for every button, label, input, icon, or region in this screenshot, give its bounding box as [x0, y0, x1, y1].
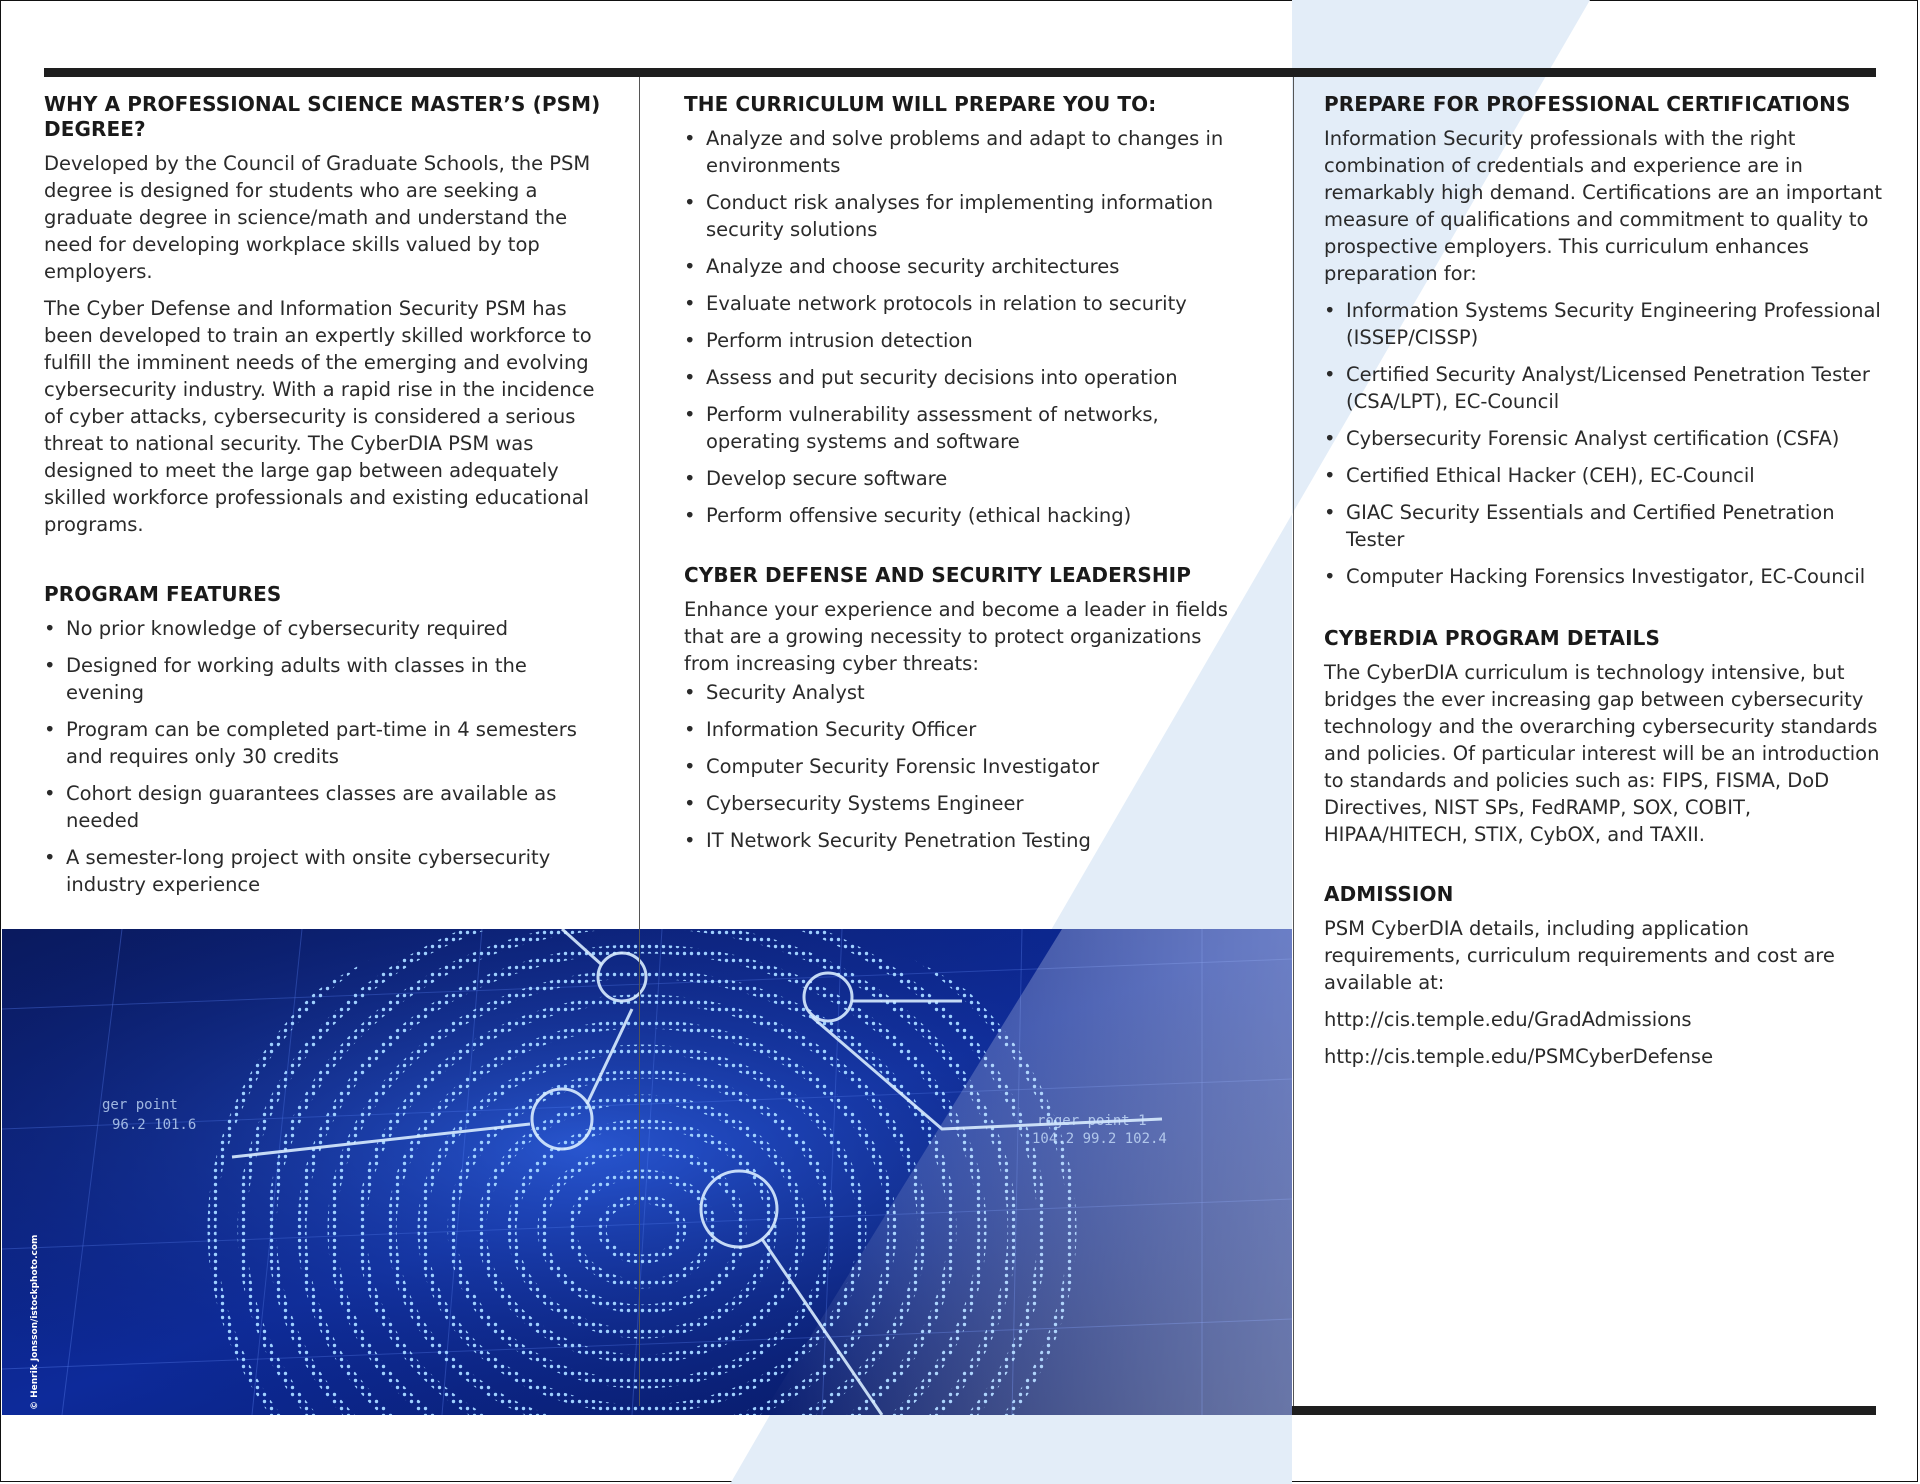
- hud-text-1: roger point 1: [1037, 1113, 1147, 1129]
- hud-text-2: 104.2 99.2 102.4: [1032, 1131, 1167, 1147]
- curriculum-list: [684, 125, 1244, 529]
- certifications-list: [1324, 297, 1884, 590]
- fingerprint-image: [2, 929, 1292, 1415]
- list-item: • Certified Security Analyst/Licensed Penetration Tester (CSA/LPT), EC-Council: [1324, 361, 1884, 415]
- list-item: • Program can be completed part-time in 4 semesters and requires only 30 credits: [44, 716, 604, 770]
- certifications-intro: Information Security professionals with the right combination of credentials and experience are in remarkably high demand. Certifications are an important measure of qualifications and commitment to quality to prospective employers. This curriculum enhances preparation for:: [1324, 127, 1883, 285]
- hud-text-4: 96.2 101.6: [112, 1117, 197, 1133]
- admission-paragraph: PSM CyberDIA details, including application requirements, curriculum requirements and cost are available at:: [1324, 917, 1835, 994]
- list-item: • Analyze and solve problems and adapt to changes in environments: [684, 125, 1244, 179]
- list-item: • Cohort design guarantees classes are available as needed: [44, 780, 604, 834]
- list-item: • IT Network Security Penetration Testing: [684, 827, 1244, 854]
- program-details-paragraph: The CyberDIA curriculum is technology intensive, but bridges the ever increasing gap between cybersecurity technology and the overarching cybersecurity standards and policies. Of particular interest will be an introduction to standards and policies such as: FIPS, FISMA, DoD Directives, NIST SPs, FedRAMP, SOX, COBIT, HIPAA/HITECH, STIX, CybOX, and TAXII.: [1324, 661, 1880, 846]
- psm-cyber-defense-link[interactable]: http://cis.temple.edu/PSMCyberDefense: [1324, 1045, 1714, 1068]
- column-psm: [44, 92, 604, 908]
- column-curriculum: [684, 92, 1244, 864]
- list-item: • GIAC Security Essentials and Certified Penetration Tester: [1324, 499, 1884, 553]
- column-divider-1: [639, 77, 640, 1406]
- list-item: • Computer Hacking Forensics Investigator, EC-Council: [1324, 563, 1884, 590]
- list-item: • Assess and put security decisions into operation: [684, 364, 1244, 391]
- program-features-heading: PROGRAM FEATURES: [44, 582, 282, 606]
- program-details-heading: CYBERDIA PROGRAM DETAILS: [1324, 626, 1660, 650]
- photo-credit: © Henrik Jonsson/istockphoto.com: [30, 1234, 40, 1410]
- list-item: • Analyze and choose security architectures: [684, 253, 1244, 280]
- roles-list: [684, 679, 1244, 854]
- list-item: • Designed for working adults with classes in the evening: [44, 652, 604, 706]
- list-item: • Perform intrusion detection: [684, 327, 1244, 354]
- curriculum-heading: THE CURRICULUM WILL PREPARE YOU TO:: [684, 92, 1157, 116]
- top-rule: [44, 68, 1876, 77]
- list-item: • Conduct risk analyses for implementing information security solutions: [684, 189, 1244, 243]
- list-item: • Develop secure software: [684, 465, 1244, 492]
- list-item: • Cybersecurity Systems Engineer: [684, 790, 1244, 817]
- why-psm-paragraph-1: Developed by the Council of Graduate Schools, the PSM degree is designed for students who are seeking a graduate degree in science/math and understand the need for developing workplace skills valued by top employers.: [44, 152, 591, 283]
- list-item: • Perform vulnerability assessment of networks, operating systems and software: [684, 401, 1244, 455]
- why-psm-heading: WHY A PROFESSIONAL SCIENCE MASTER’S (PSM) DEGREE?: [44, 92, 601, 141]
- hud-text-3: ger point: [102, 1097, 178, 1113]
- list-item: • Information Security Officer: [684, 716, 1244, 743]
- list-item: • Cybersecurity Forensic Analyst certification (CSFA): [1324, 425, 1884, 452]
- list-item: • Perform offensive security (ethical hacking): [684, 502, 1244, 529]
- list-item: • Information Systems Security Engineering Professional (ISSEP/CISSP): [1324, 297, 1884, 351]
- list-item: • No prior knowledge of cybersecurity required: [44, 615, 604, 642]
- leadership-intro: Enhance your experience and become a leader in fields that are a growing necessity to protect organizations from increasing cyber threats:: [684, 598, 1229, 675]
- list-item: • Computer Security Forensic Investigator: [684, 753, 1244, 780]
- column-certifications: [1324, 92, 1884, 1080]
- list-item: • Evaluate network protocols in relation to security: [684, 290, 1244, 317]
- leadership-heading: CYBER DEFENSE AND SECURITY LEADERSHIP: [684, 563, 1191, 587]
- list-item: • Security Analyst: [684, 679, 1244, 706]
- list-item: • A semester-long project with onsite cybersecurity industry experience: [44, 844, 604, 898]
- list-item: • Certified Ethical Hacker (CEH), EC-Council: [1324, 462, 1884, 489]
- program-features-list: [44, 615, 604, 898]
- certifications-heading: PREPARE FOR PROFESSIONAL CERTIFICATIONS: [1324, 92, 1851, 116]
- grad-admissions-link[interactable]: http://cis.temple.edu/GradAdmissions: [1324, 1008, 1692, 1031]
- why-psm-paragraph-2: The Cyber Defense and Information Security PSM has been developed to train an expertly skilled workforce to fulfill the imminent needs of the emerging and evolving cybersecurity industry. With a rapid rise in the incidence of cyber attacks, cybersecurity is considered a serious threat to national security. The CyberDIA PSM was designed to meet the large gap between adequately skilled workforce professionals and existing educational programs.: [44, 297, 595, 536]
- column-divider-2: [1293, 77, 1294, 1406]
- admission-heading: ADMISSION: [1324, 882, 1454, 906]
